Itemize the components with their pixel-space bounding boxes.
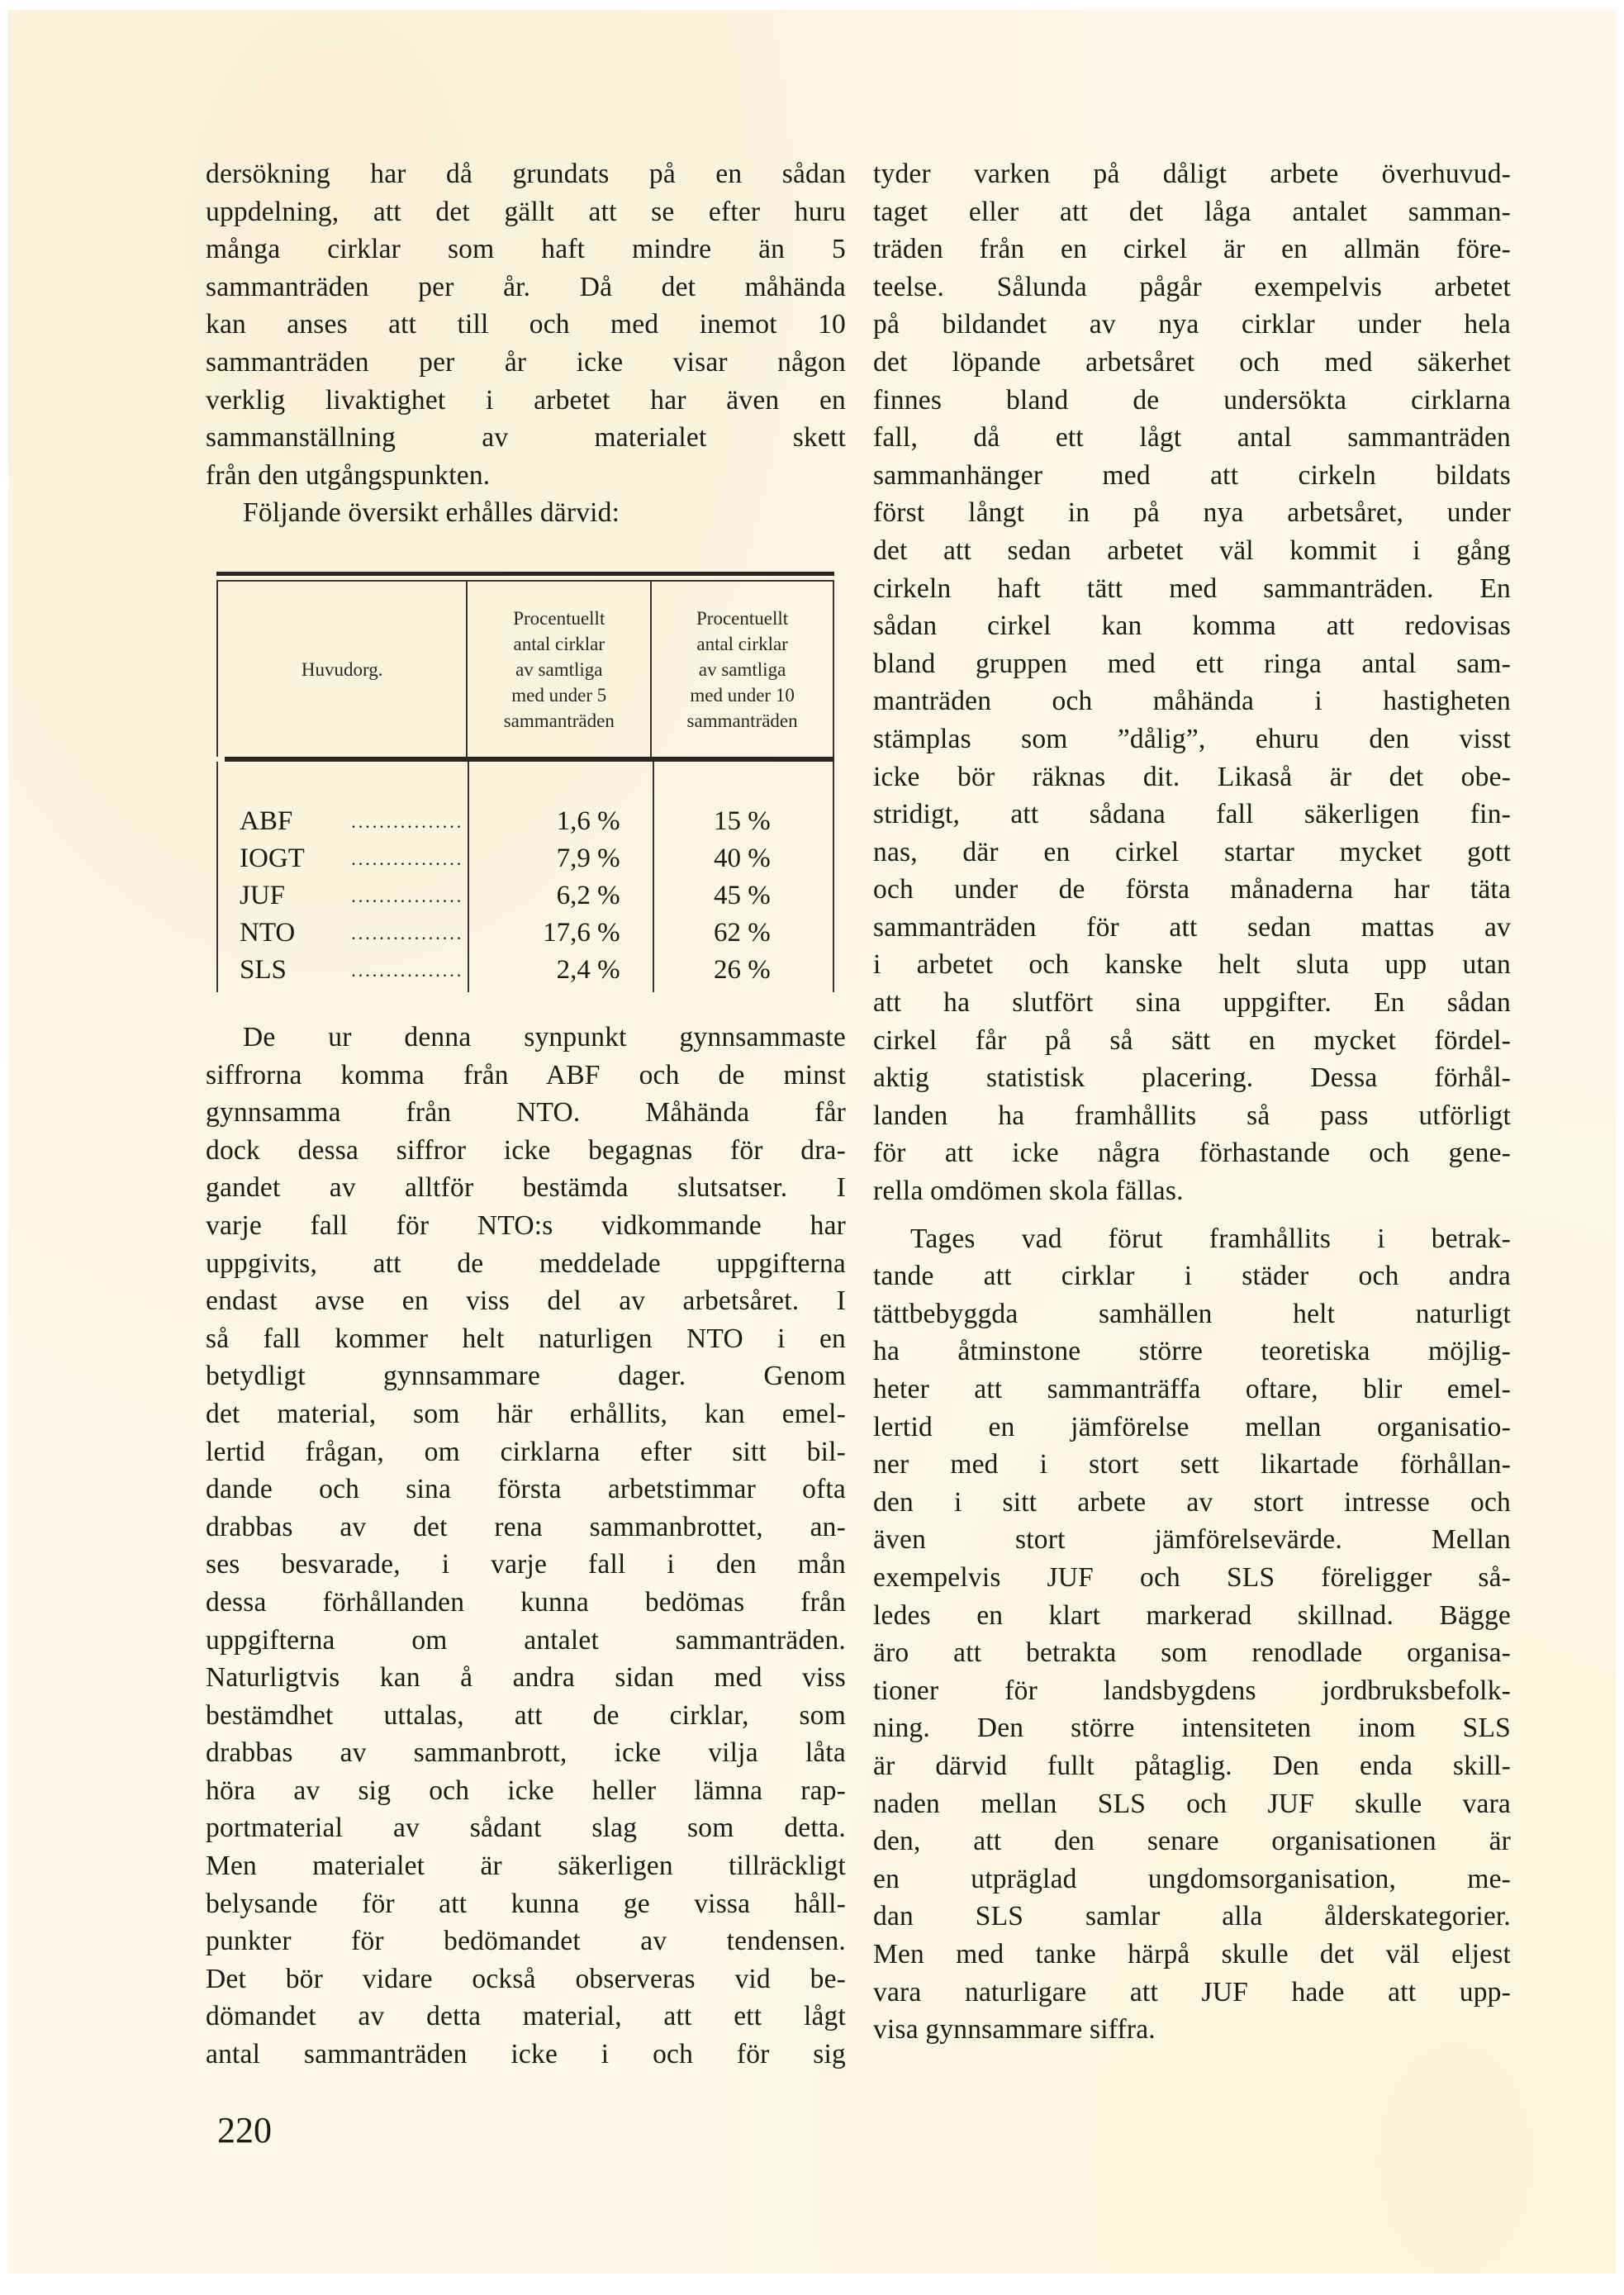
cell-pct-under-10: 45 %	[713, 881, 771, 910]
text-line: Följande översikt erhålles därvid:	[243, 497, 620, 529]
cell-pct-under-5: 6,2 %	[556, 881, 620, 910]
text-line: antal sammanträden icke i och för sig	[206, 2039, 846, 2070]
text-line: siffrorna komma från ABF och de minst	[206, 1059, 846, 1090]
text-line: endast avse en viss del av arbetsåret. I	[206, 1285, 846, 1317]
text-line: icke bör räknas dit. Likaså är det obe-	[873, 761, 1511, 792]
text-line: tande att cirklar i städer och andra	[873, 1261, 1511, 1292]
text-line: rella omdömen skola fällas.	[873, 1176, 1184, 1207]
text-line: drabbas av det rena sammanbrottet, an-	[206, 1511, 846, 1542]
text-line: på bildandet av nya cirklar under hela	[873, 309, 1511, 340]
cell-pct-under-10: 26 %	[713, 955, 771, 985]
text-line: ner med i stort sett likartade förhållan-	[873, 1449, 1511, 1480]
cell-pct-under-5: 7,9 %	[556, 843, 620, 873]
cell-org: SLS ................	[218, 952, 467, 989]
dot-leader: ................	[351, 923, 464, 943]
left-column-continued	[206, 1019, 846, 2074]
text-line: kan anses att till och med inemot 10	[206, 309, 846, 340]
text-line: även stort jämförelsevärde. Mellan	[873, 1524, 1511, 1556]
text-line: gynnsamma från NTO. Måhända får	[206, 1097, 846, 1128]
book-page	[8, 10, 1616, 2274]
text-line: är därvid fullt påtaglig. Den enda skill-	[873, 1750, 1511, 1781]
text-line: en utpräglad ungdomsorganisation, me-	[873, 1863, 1511, 1894]
dot-leader: ................	[351, 811, 464, 832]
header-line: sammanträden	[503, 710, 615, 731]
dot-leader: ................	[351, 886, 464, 906]
text-line: naden mellan SLS och JUF skulle vara	[873, 1788, 1511, 1819]
cell-pct-under-5: 2,4 %	[556, 955, 620, 985]
paragraph-gap	[873, 1210, 1511, 1220]
text-line: vara naturligare att JUF hade att upp-	[873, 1976, 1511, 2008]
text-line: sammanställning av materialet skett	[206, 422, 846, 454]
text-line: först långt in på nya arbetsåret, under	[873, 497, 1511, 529]
cell-pct-under-10: 62 %	[713, 918, 771, 948]
text-line: finnes bland de undersökta cirklarna	[873, 384, 1511, 416]
table-row	[218, 915, 833, 952]
text-line: bland gruppen med ett ringa antal sam-	[873, 648, 1511, 679]
header-line: antal cirklar	[696, 633, 788, 654]
text-line: nas, där en cirkel startar mycket gott	[873, 836, 1511, 867]
header-line: Procentuellt	[513, 607, 605, 629]
left-column	[206, 155, 846, 532]
cell-org: NTO ................	[218, 915, 467, 952]
text-line: uppgivits, att de meddelade uppgifterna	[206, 1247, 846, 1279]
dot-leader: ................	[351, 848, 464, 869]
text-line: uppgifterna om antalet sammanträden.	[206, 1624, 846, 1656]
header-pct-under-10	[650, 582, 833, 757]
text-line: Men materialet är säkerligen tillräckligt	[206, 1851, 846, 1882]
table-header	[216, 582, 834, 757]
header-line: Procentuellt	[696, 607, 789, 629]
header-line: av samtliga	[698, 658, 786, 680]
text-line: äro att betrakta som renodlade organisa-	[873, 1637, 1511, 1669]
header-line: antal cirklar	[513, 633, 605, 654]
text-line: Naturligtvis kan å andra sidan med viss	[206, 1662, 846, 1694]
text-line: stämplas som ”dålig”, ehuru den visst	[873, 723, 1511, 754]
text-line: varje fall för NTO:s vidkommande har	[206, 1209, 846, 1241]
text-line: och under de första månaderna har täta	[873, 874, 1511, 905]
text-line: taget eller att det låga antalet samman-	[873, 196, 1511, 227]
text-line: den, att den senare organisationen är	[873, 1826, 1511, 1857]
right-paragraph-2	[873, 1220, 1511, 2049]
text-line: sammanträden per år. Då det måhända	[206, 271, 846, 302]
table-body	[216, 762, 834, 992]
cell-pct-under-5: 1,6 %	[556, 806, 620, 836]
text-line: heter att sammanträffa oftare, blir emel-	[873, 1374, 1511, 1404]
cell-pct-under-10: 40 %	[713, 843, 771, 873]
text-line: Det bör vidare också observeras vid be-	[206, 1963, 846, 1994]
table-row	[218, 877, 833, 915]
left-paragraph-1	[206, 155, 846, 494]
text-line: dock dessa siffror icke begagnas för dra-	[206, 1134, 846, 1166]
data-table	[216, 572, 834, 992]
header-line: med under 10	[690, 684, 795, 706]
text-line: cirkel får på så sätt en mycket fördel-	[873, 1024, 1511, 1056]
table-row	[218, 952, 833, 989]
cell-org: IOGT ................	[218, 840, 467, 877]
text-line: många cirklar som haft mindre än 5	[206, 234, 846, 265]
header-line: med under 5	[511, 684, 607, 706]
text-line: belysande för att kunna ge vissa håll-	[206, 1888, 846, 1919]
header-line: sammanträden	[686, 710, 798, 731]
table-row	[218, 803, 833, 840]
text-line: att ha slutfört sina uppgifter. En sådan	[873, 987, 1511, 1019]
cell-pct-under-10: 15 %	[713, 806, 771, 836]
text-line: punkter för bedömandet av tendensen.	[206, 1926, 846, 1957]
text-line: betydligt gynnsammare dager. Genom	[206, 1361, 846, 1392]
text-line: De ur denna synpunkt gynnsammaste	[243, 1022, 846, 1052]
text-line: bestämdhet uttalas, att de cirklar, som	[206, 1699, 846, 1731]
dot-leader: ................	[351, 960, 464, 981]
header-org	[218, 582, 466, 757]
text-line: lertid frågan, om cirklarna efter sitt bil-	[206, 1436, 846, 1467]
text-line: för att icke några förhastande och gene-	[873, 1138, 1511, 1169]
table-row	[218, 840, 833, 877]
left-paragraph-2	[206, 494, 846, 532]
text-line: drabbas av sammanbrott, icke vilja låta	[206, 1737, 846, 1769]
page-number: 220	[217, 2110, 272, 2150]
text-line: ses besvarade, i varje fall i den mån	[206, 1549, 846, 1580]
text-line: lertid en jämförelse mellan organisatio-	[873, 1411, 1511, 1442]
cell-org: JUF ................	[218, 877, 467, 915]
cell-pct-under-5: 17,6 %	[543, 918, 620, 948]
text-line: gandet av alltför bestämda slutsatser. I	[206, 1172, 846, 1204]
text-line: så fall kommer helt naturligen NTO i en	[206, 1323, 846, 1354]
text-line: det löpande arbetsåret och med säkerhet	[873, 346, 1511, 378]
text-line: Tages vad förut framhållits i betrak-	[910, 1223, 1511, 1254]
right-paragraph-1	[873, 155, 1511, 1210]
text-line: visa gynnsammare siffra.	[873, 2014, 1156, 2046]
text-line: dan SLS samlar alla ålderskategorier.	[873, 1901, 1511, 1932]
text-line: cirkeln haft tätt med sammanträden. En	[873, 573, 1511, 604]
header-pct-under-5	[466, 582, 650, 757]
text-line: sammanhänger med att cirkeln bildats	[873, 459, 1511, 491]
text-line: sammanträden för att sedan mattas av	[873, 911, 1511, 943]
text-line: dande och sina första arbetstimmar ofta	[206, 1474, 846, 1505]
text-line: höra av sig och icke heller lämna rap-	[206, 1775, 846, 1806]
text-line: aktig statistisk placering. Dessa förhål-	[873, 1062, 1511, 1094]
cell-org: ABF ................	[218, 803, 467, 840]
text-line: tioner för landsbygdens jordbruksbefolk-	[873, 1675, 1511, 1706]
text-line: tyder varken på dåligt arbete överhuvud-	[873, 159, 1511, 189]
text-line: portmaterial av sådant slag som detta.	[206, 1813, 846, 1844]
text-line: tättbebyggda samhällen helt naturligt	[873, 1298, 1511, 1329]
text-line: från den utgångspunkten.	[206, 459, 491, 491]
text-line: i arbetet och kanske helt sluta upp utan	[873, 949, 1511, 981]
text-line: träden från en cirkel är en allmän före-	[873, 234, 1511, 265]
text-line: det material, som här erhållits, kan emel-	[206, 1398, 846, 1429]
text-line: landen ha framhållits så pass utförligt	[873, 1100, 1511, 1131]
text-line: den i sitt arbete av stort intresse och	[873, 1486, 1511, 1518]
text-line: dersökning har då grundats på en sådan	[206, 159, 846, 189]
text-line: det att sedan arbetet väl kommit i gång	[873, 535, 1511, 566]
text-line: dessa förhållanden kunna bedömas från	[206, 1586, 846, 1618]
right-column	[873, 155, 1511, 2049]
text-line: sådan cirkel kan komma att redovisas	[873, 611, 1511, 642]
text-line: manträden och måhända i hastigheten	[873, 686, 1511, 717]
table-top-rule	[216, 572, 834, 576]
text-line: ledes en klart markerad skillnad. Bägge	[873, 1599, 1511, 1631]
text-line: dömandet av detta material, att ett lågt	[206, 2001, 846, 2032]
text-line: Men med tanke härpå skulle det väl eljest	[873, 1938, 1511, 1970]
text-line: fall, då ett lågt antal sammanträden	[873, 422, 1511, 454]
text-line: teelse. Sålunda pågår exempelvis arbetet	[873, 271, 1511, 302]
text-line: verklig livaktighet i arbetet har även en	[206, 384, 846, 416]
header-line: av samtliga	[515, 658, 603, 680]
text-line: ning. Den större intensiteten inom SLS	[873, 1713, 1511, 1744]
text-line: ha åtminstone större teoretiska möjlig-	[873, 1336, 1511, 1367]
text-line: sammanträden per år icke visar någon	[206, 346, 846, 378]
text-line: uppdelning, att det gällt att se efter huru	[206, 196, 846, 227]
header-org-label: Huvudorg.	[301, 658, 383, 680]
text-line: stridigt, att sådana fall säkerligen fin-	[873, 799, 1511, 830]
text-line: exempelvis JUF och SLS föreligger så-	[873, 1561, 1511, 1593]
left-paragraph-3	[206, 1019, 846, 2074]
